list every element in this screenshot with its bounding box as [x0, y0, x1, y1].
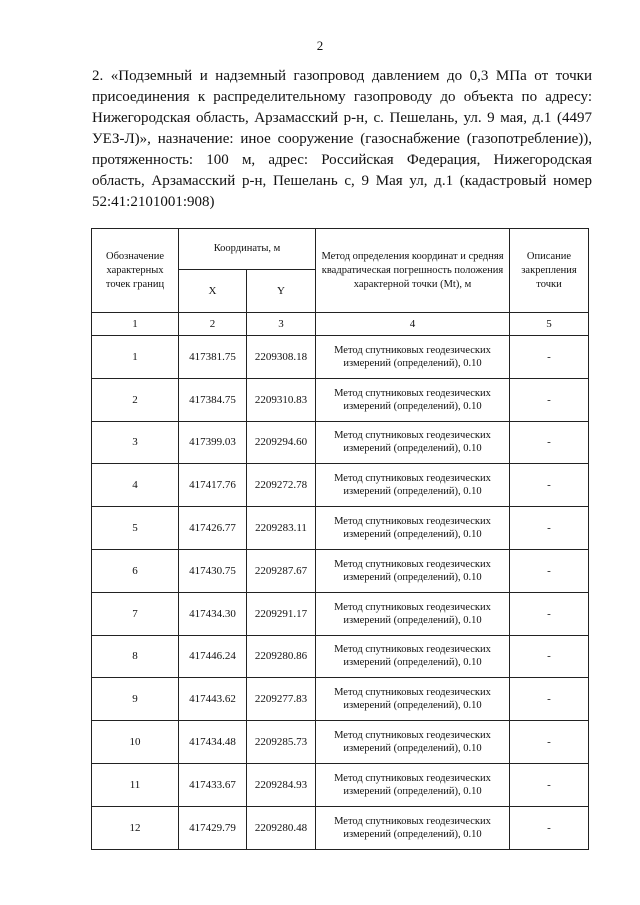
table-row: [92, 378, 589, 421]
table-row: [92, 678, 589, 721]
table-row: [92, 806, 589, 849]
header-method: Метод определения координат и средняя квадратическая погрешность положения характерной точки (Mt), м: [316, 229, 510, 313]
y-coordinate-cell: 2209285.73: [247, 721, 316, 764]
description-cell: -: [510, 378, 589, 421]
point-cell: 2: [92, 378, 179, 421]
description-cell: -: [510, 464, 589, 507]
method-cell: Метод спутниковых геодезических измерений (определений), 0.10: [316, 549, 510, 592]
description-cell: -: [510, 635, 589, 678]
x-coordinate-cell: 417433.67: [179, 763, 247, 806]
method-cell: Метод спутниковых геодезических измерений (определений), 0.10: [316, 336, 510, 379]
method-cell: Метод спутниковых геодезических измерений (определений), 0.10: [316, 635, 510, 678]
method-cell: Метод спутниковых геодезических измерений (определений), 0.10: [316, 592, 510, 635]
column-number: 2: [179, 313, 247, 336]
description-cell: -: [510, 592, 589, 635]
table-row: [92, 464, 589, 507]
y-coordinate-cell: 2209291.17: [247, 592, 316, 635]
y-coordinate-cell: 2209283.11: [247, 507, 316, 550]
header-coordinates: Координаты, м: [179, 229, 316, 270]
point-cell: 12: [92, 806, 179, 849]
description-cell: -: [510, 507, 589, 550]
point-cell: 7: [92, 592, 179, 635]
x-coordinate-cell: 417384.75: [179, 378, 247, 421]
method-cell: Метод спутниковых геодезических измерений (определений), 0.10: [316, 806, 510, 849]
table-row: [92, 763, 589, 806]
method-cell: Метод спутниковых геодезических измерений (определений), 0.10: [316, 378, 510, 421]
method-cell: Метод спутниковых геодезических измерений (определений), 0.10: [316, 678, 510, 721]
x-coordinate-cell: 417426.77: [179, 507, 247, 550]
x-coordinate-cell: 417430.75: [179, 549, 247, 592]
column-number: 5: [510, 313, 589, 336]
point-cell: 1: [92, 336, 179, 379]
column-number: 4: [316, 313, 510, 336]
x-coordinate-cell: 417434.48: [179, 721, 247, 764]
header-description: Описание закрепления точки: [510, 229, 589, 313]
x-coordinate-cell: 417446.24: [179, 635, 247, 678]
column-number: 3: [247, 313, 316, 336]
y-coordinate-cell: 2209272.78: [247, 464, 316, 507]
description-cell: -: [510, 549, 589, 592]
y-coordinate-cell: 2209287.67: [247, 549, 316, 592]
method-cell: Метод спутниковых геодезических измерений (определений), 0.10: [316, 421, 510, 464]
page-number: 2: [316, 38, 324, 53]
column-number-row: [92, 313, 589, 336]
object-description-paragraph: 2. «Подземный и надземный газопровод давлением до 0,3 МПа от точки присоединения к распределительному газопроводу до объекта по адресу: Нижегородская область, Арзамасский р-н, с. Пешелань, ул. 9 мая, д.1 (4497 УЕЗ-Л)», назначение: иное сооружение (газоснабжение (газопотребление)), протяженность: 100 м, адрес: Российская Федерация, Нижегородская область, Арзамасский р-н, Пешелань с, 9 Мая ул, д.1 (кадастровый номер 52:41:2101001:908): [92, 68, 592, 210]
point-cell: 10: [92, 721, 179, 764]
point-cell: 11: [92, 763, 179, 806]
method-cell: Метод спутниковых геодезических измерений (определений), 0.10: [316, 763, 510, 806]
x-coordinate-cell: 417381.75: [179, 336, 247, 379]
point-cell: 3: [92, 421, 179, 464]
x-coordinate-cell: 417429.79: [179, 806, 247, 849]
x-coordinate-cell: 417434.30: [179, 592, 247, 635]
table-row: [92, 592, 589, 635]
description-cell: -: [510, 806, 589, 849]
table-row: [92, 635, 589, 678]
column-number: 1: [92, 313, 179, 336]
method-cell: Метод спутниковых геодезических измерений (определений), 0.10: [316, 464, 510, 507]
table-row: [92, 549, 589, 592]
y-coordinate-cell: 2209310.83: [247, 378, 316, 421]
method-cell: Метод спутниковых геодезических измерений (определений), 0.10: [316, 721, 510, 764]
description-cell: -: [510, 678, 589, 721]
header-y: Y: [247, 270, 316, 313]
table-row: [92, 421, 589, 464]
point-cell: 6: [92, 549, 179, 592]
point-cell: 4: [92, 464, 179, 507]
x-coordinate-cell: 417399.03: [179, 421, 247, 464]
point-cell: 9: [92, 678, 179, 721]
table-row: [92, 721, 589, 764]
table-row: [92, 336, 589, 379]
description-cell: -: [510, 336, 589, 379]
description-cell: -: [510, 421, 589, 464]
x-coordinate-cell: 417443.62: [179, 678, 247, 721]
y-coordinate-cell: 2209308.18: [247, 336, 316, 379]
y-coordinate-cell: 2209284.93: [247, 763, 316, 806]
point-cell: 8: [92, 635, 179, 678]
coordinates-table: [91, 228, 589, 850]
description-cell: -: [510, 721, 589, 764]
x-coordinate-cell: 417417.76: [179, 464, 247, 507]
point-cell: 5: [92, 507, 179, 550]
y-coordinate-cell: 2209277.83: [247, 678, 316, 721]
description-cell: -: [510, 763, 589, 806]
table-row: [92, 507, 589, 550]
y-coordinate-cell: 2209280.86: [247, 635, 316, 678]
header-x: X: [179, 270, 247, 313]
y-coordinate-cell: 2209280.48: [247, 806, 316, 849]
method-cell: Метод спутниковых геодезических измерений (определений), 0.10: [316, 507, 510, 550]
y-coordinate-cell: 2209294.60: [247, 421, 316, 464]
header-point-designation: Обозначение характерных точек границ: [92, 229, 179, 313]
